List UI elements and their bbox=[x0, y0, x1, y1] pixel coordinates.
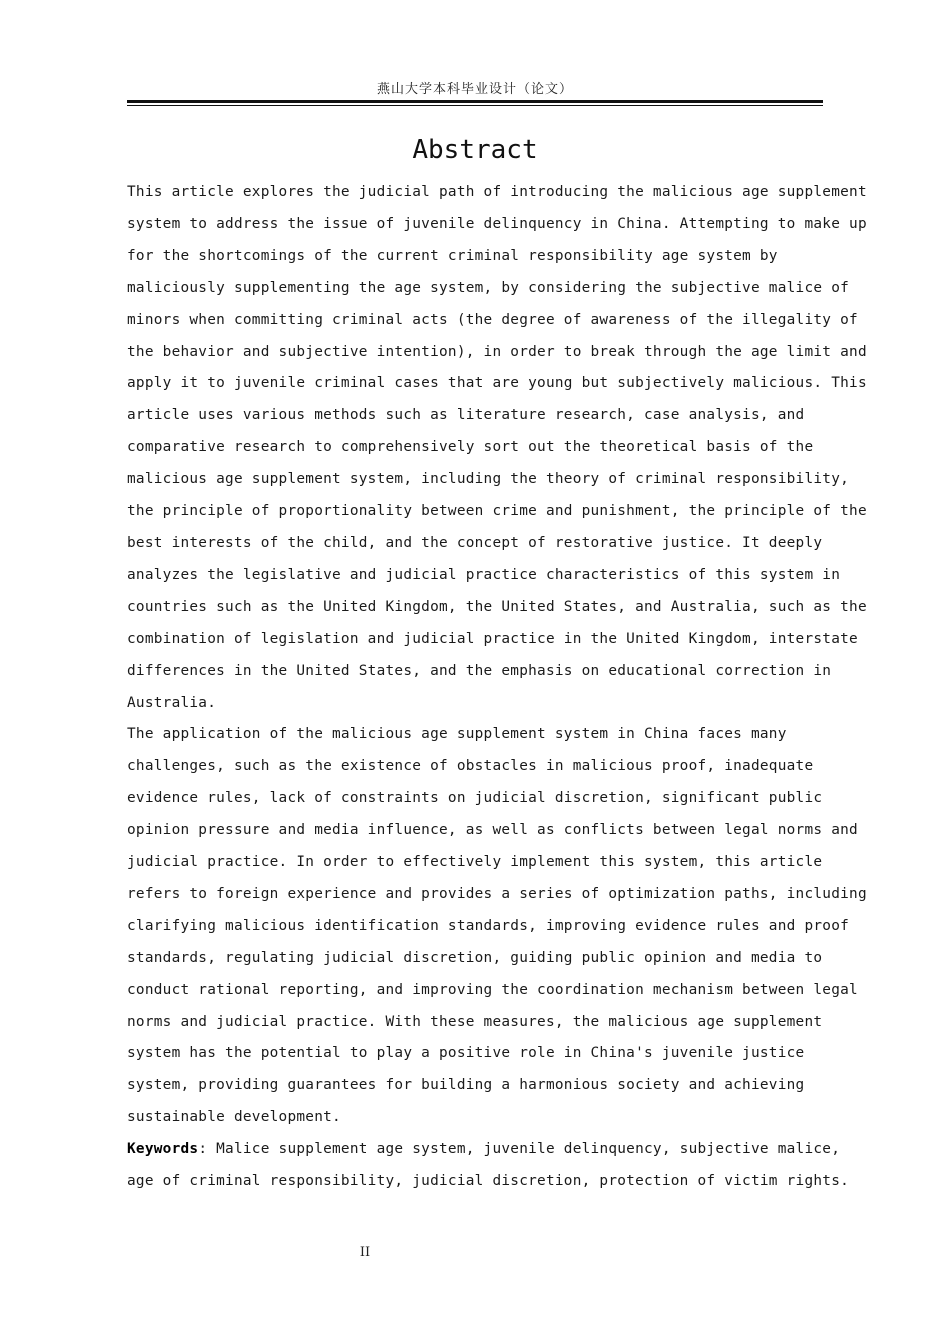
text-line: comparative research to comprehensively sort out the theoretical basis of the bbox=[127, 439, 814, 456]
text-line: evidence rules, lack of constraints on judicial discretion, significant public bbox=[127, 790, 823, 807]
text-line: apply it to juvenile criminal cases that are young but subjectively malicious. This bbox=[127, 375, 867, 392]
text-line: system to address the issue of juvenile delinquency in China. Attempting to make up bbox=[127, 215, 867, 232]
paragraph-1 bbox=[127, 177, 867, 719]
text-line: The application of the malicious age supplement system in China faces many bbox=[127, 726, 787, 743]
keywords-text: : Malice supplement age system, juvenile delinquency, subjective malice, bbox=[198, 1141, 841, 1158]
text-line: conduct rational reporting, and improving the coordination mechanism between legal bbox=[127, 981, 858, 998]
text-line: system has the potential to play a positive role in China's juvenile justice bbox=[127, 1045, 805, 1062]
text-line: the behavior and subjective intention), in order to break through the age limit and bbox=[127, 343, 867, 360]
text-line: clarifying malicious identification standards, improving evidence rules and proof bbox=[127, 917, 850, 934]
text-line: Australia. bbox=[127, 694, 217, 711]
abstract-title: Abstract bbox=[412, 135, 538, 165]
text-line: sustainable development. bbox=[127, 1109, 341, 1126]
text-line: the principle of proportionality between crime and punishment, the principle of the bbox=[127, 503, 867, 520]
keywords-label: Keywords bbox=[127, 1141, 199, 1158]
text-line: countries such as the United Kingdom, the United States, and Australia, such as the bbox=[127, 598, 867, 615]
text-line: norms and judicial practice. With these measures, the malicious age supplement bbox=[127, 1013, 823, 1030]
text-line: malicious age supplement system, including the theory of criminal responsibility, bbox=[127, 471, 850, 488]
text-line: challenges, such as the existence of obstacles in malicious proof, inadequate bbox=[127, 758, 814, 775]
text-line: opinion pressure and media influence, as well as conflicts between legal norms and bbox=[127, 822, 858, 839]
text-line: differences in the United States, and the emphasis on educational correction in bbox=[127, 662, 832, 679]
header-rule-thick bbox=[127, 100, 823, 103]
text-line: minors when committing criminal acts (the degree of awareness of the illegality of bbox=[127, 311, 858, 328]
text-line: best interests of the child, and the concept of restorative justice. It deeply bbox=[127, 534, 823, 551]
text-line: article uses various methods such as literature research, case analysis, and bbox=[127, 407, 805, 424]
text-line: analyzes the legislative and judicial practice characteristics of this system in bbox=[127, 566, 841, 583]
keywords-line: age of criminal responsibility, judicial discretion, protection of victim rights. bbox=[127, 1173, 850, 1190]
header-rule-thin bbox=[127, 105, 823, 106]
keywords-paragraph bbox=[127, 1134, 850, 1198]
page-number: II bbox=[359, 1245, 371, 1260]
keywords-line bbox=[127, 1134, 841, 1166]
text-line: combination of legislation and judicial practice in the United Kingdom, interstate bbox=[127, 630, 858, 647]
abstract-body bbox=[127, 177, 867, 1198]
text-line: system, providing guarantees for building a harmonious society and achieving bbox=[127, 1077, 805, 1094]
text-line: This article explores the judicial path of introducing the malicious age supplement bbox=[127, 184, 867, 200]
text-line: judicial practice. In order to effectively implement this system, this article bbox=[127, 854, 823, 871]
paragraph-2 bbox=[127, 719, 867, 1134]
text-line: standards, regulating judicial discretion, guiding public opinion and media to bbox=[127, 949, 823, 966]
running-header: 燕山大学本科毕业设计（论文） bbox=[376, 82, 573, 97]
text-line: maliciously supplementing the age system, by considering the subjective malice of bbox=[127, 279, 850, 296]
text-line: refers to foreign experience and provides a series of optimization paths, including bbox=[127, 885, 867, 902]
text-line: for the shortcomings of the current criminal responsibility age system by bbox=[127, 247, 778, 264]
